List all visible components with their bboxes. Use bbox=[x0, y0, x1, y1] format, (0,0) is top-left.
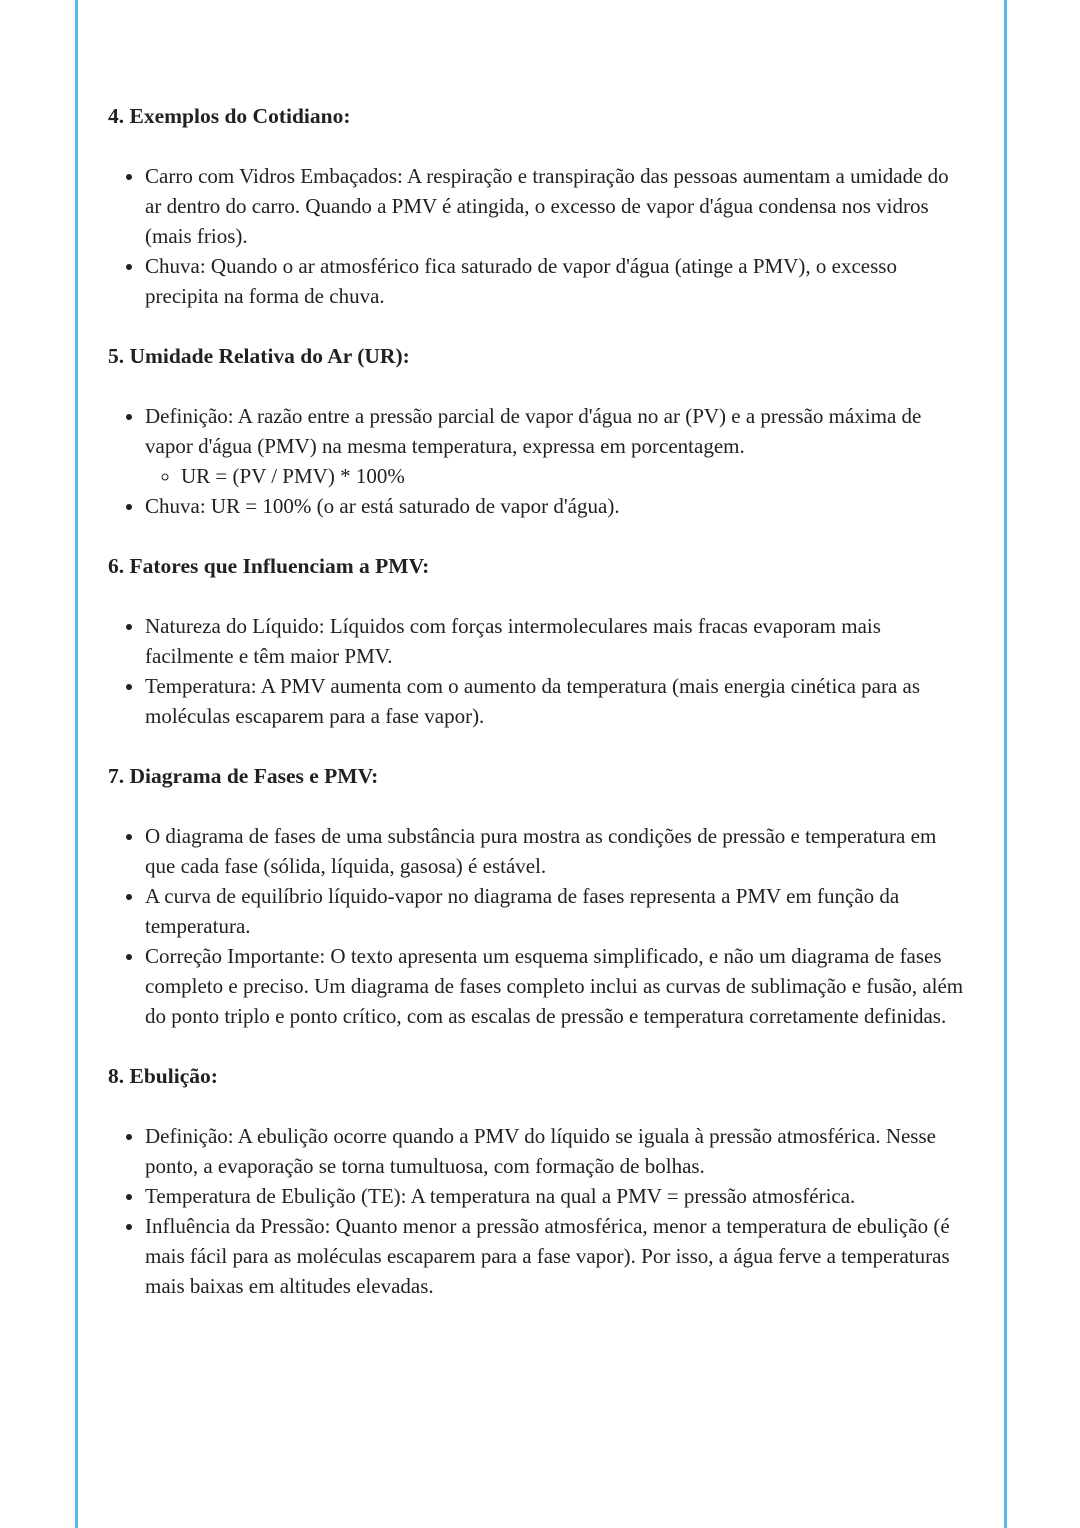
list-item: • Chuva: UR = 100% (o ar está saturado de vapor d'água). bbox=[145, 491, 970, 521]
section-heading: 4. Exemplos do Cotidiano: bbox=[108, 104, 351, 128]
section-heading: 7. Diagrama de Fases e PMV: bbox=[108, 764, 379, 788]
list-item: • Chuva: Quando o ar atmosférico fica saturado de vapor d'água (atinge a PMV), o excesso precipita na forma de chuva. bbox=[145, 251, 970, 311]
list-item: • O diagrama de fases de uma substância pura mostra as condições de pressão e temperatura em que cada fase (sólida, líquida, gasosa) é estável. bbox=[145, 821, 970, 881]
document-section bbox=[108, 761, 970, 1031]
section-heading: 8. Ebulição: bbox=[108, 1064, 218, 1088]
document-section bbox=[108, 551, 970, 731]
section-heading: 6. Fatores que Influenciam a PMV: bbox=[108, 554, 430, 578]
bullet-list bbox=[108, 401, 970, 521]
sub-list-item: ◦ UR = (PV / PMV) * 100% bbox=[181, 461, 970, 491]
document-section bbox=[108, 1061, 970, 1301]
bullet-list bbox=[108, 161, 970, 311]
bullet-list bbox=[108, 1121, 970, 1301]
list-item: • Influência da Pressão: Quanto menor a pressão atmosférica, menor a temperatura de ebulição (é mais fácil para as moléculas escaparem para a fase vapor). Por isso, a água ferve a temperaturas mais baixas em altitudes elevadas. bbox=[145, 1211, 970, 1301]
section-heading: 5. Umidade Relativa do Ar (UR): bbox=[108, 344, 410, 368]
list-item: • Definição: A ebulição ocorre quando a PMV do líquido se iguala à pressão atmosférica. Nesse ponto, a evaporação se torna tumultuosa, com formação de bolhas. bbox=[145, 1121, 970, 1181]
document-section bbox=[108, 341, 970, 521]
page-border-left bbox=[75, 0, 78, 1528]
page-border-right bbox=[1004, 0, 1007, 1528]
list-item: • Correção Importante: O texto apresenta um esquema simplificado, e não um diagrama de fases completo e preciso. Um diagrama de fases completo inclui as curvas de sublimação e fusão, além do ponto triplo e ponto crítico, com as escalas de pressão e temperatura corretamente definidas. bbox=[145, 941, 970, 1031]
document-content bbox=[108, 101, 970, 1331]
list-item: • Carro com Vidros Embaçados: A respiração e transpiração das pessoas aumentam a umidade do ar dentro do carro. Quando a PMV é atingida, o excesso de vapor d'água condensa nos vidros (mais frios). bbox=[145, 161, 970, 251]
list-item: • Temperatura: A PMV aumenta com o aumento da temperatura (mais energia cinética para as moléculas escaparem para a fase vapor). bbox=[145, 671, 970, 731]
bullet-list bbox=[108, 611, 970, 731]
document-section bbox=[108, 101, 970, 311]
list-item: • Temperatura de Ebulição (TE): A temperatura na qual a PMV = pressão atmosférica. bbox=[145, 1181, 970, 1211]
list-item: • A curva de equilíbrio líquido-vapor no diagrama de fases representa a PMV em função da temperatura. bbox=[145, 881, 970, 941]
list-item: • Natureza do Líquido: Líquidos com forças intermoleculares mais fracas evaporam mais facilmente e têm maior PMV. bbox=[145, 611, 970, 671]
sub-list bbox=[145, 461, 970, 491]
bullet-list bbox=[108, 821, 970, 1031]
list-item: • Definição: A razão entre a pressão parcial de vapor d'água no ar (PV) e a pressão máxima de vapor d'água (PMV) na mesma temperatura, expressa em porcentagem. ◦ UR = (PV / PMV) * 100% bbox=[145, 401, 970, 491]
